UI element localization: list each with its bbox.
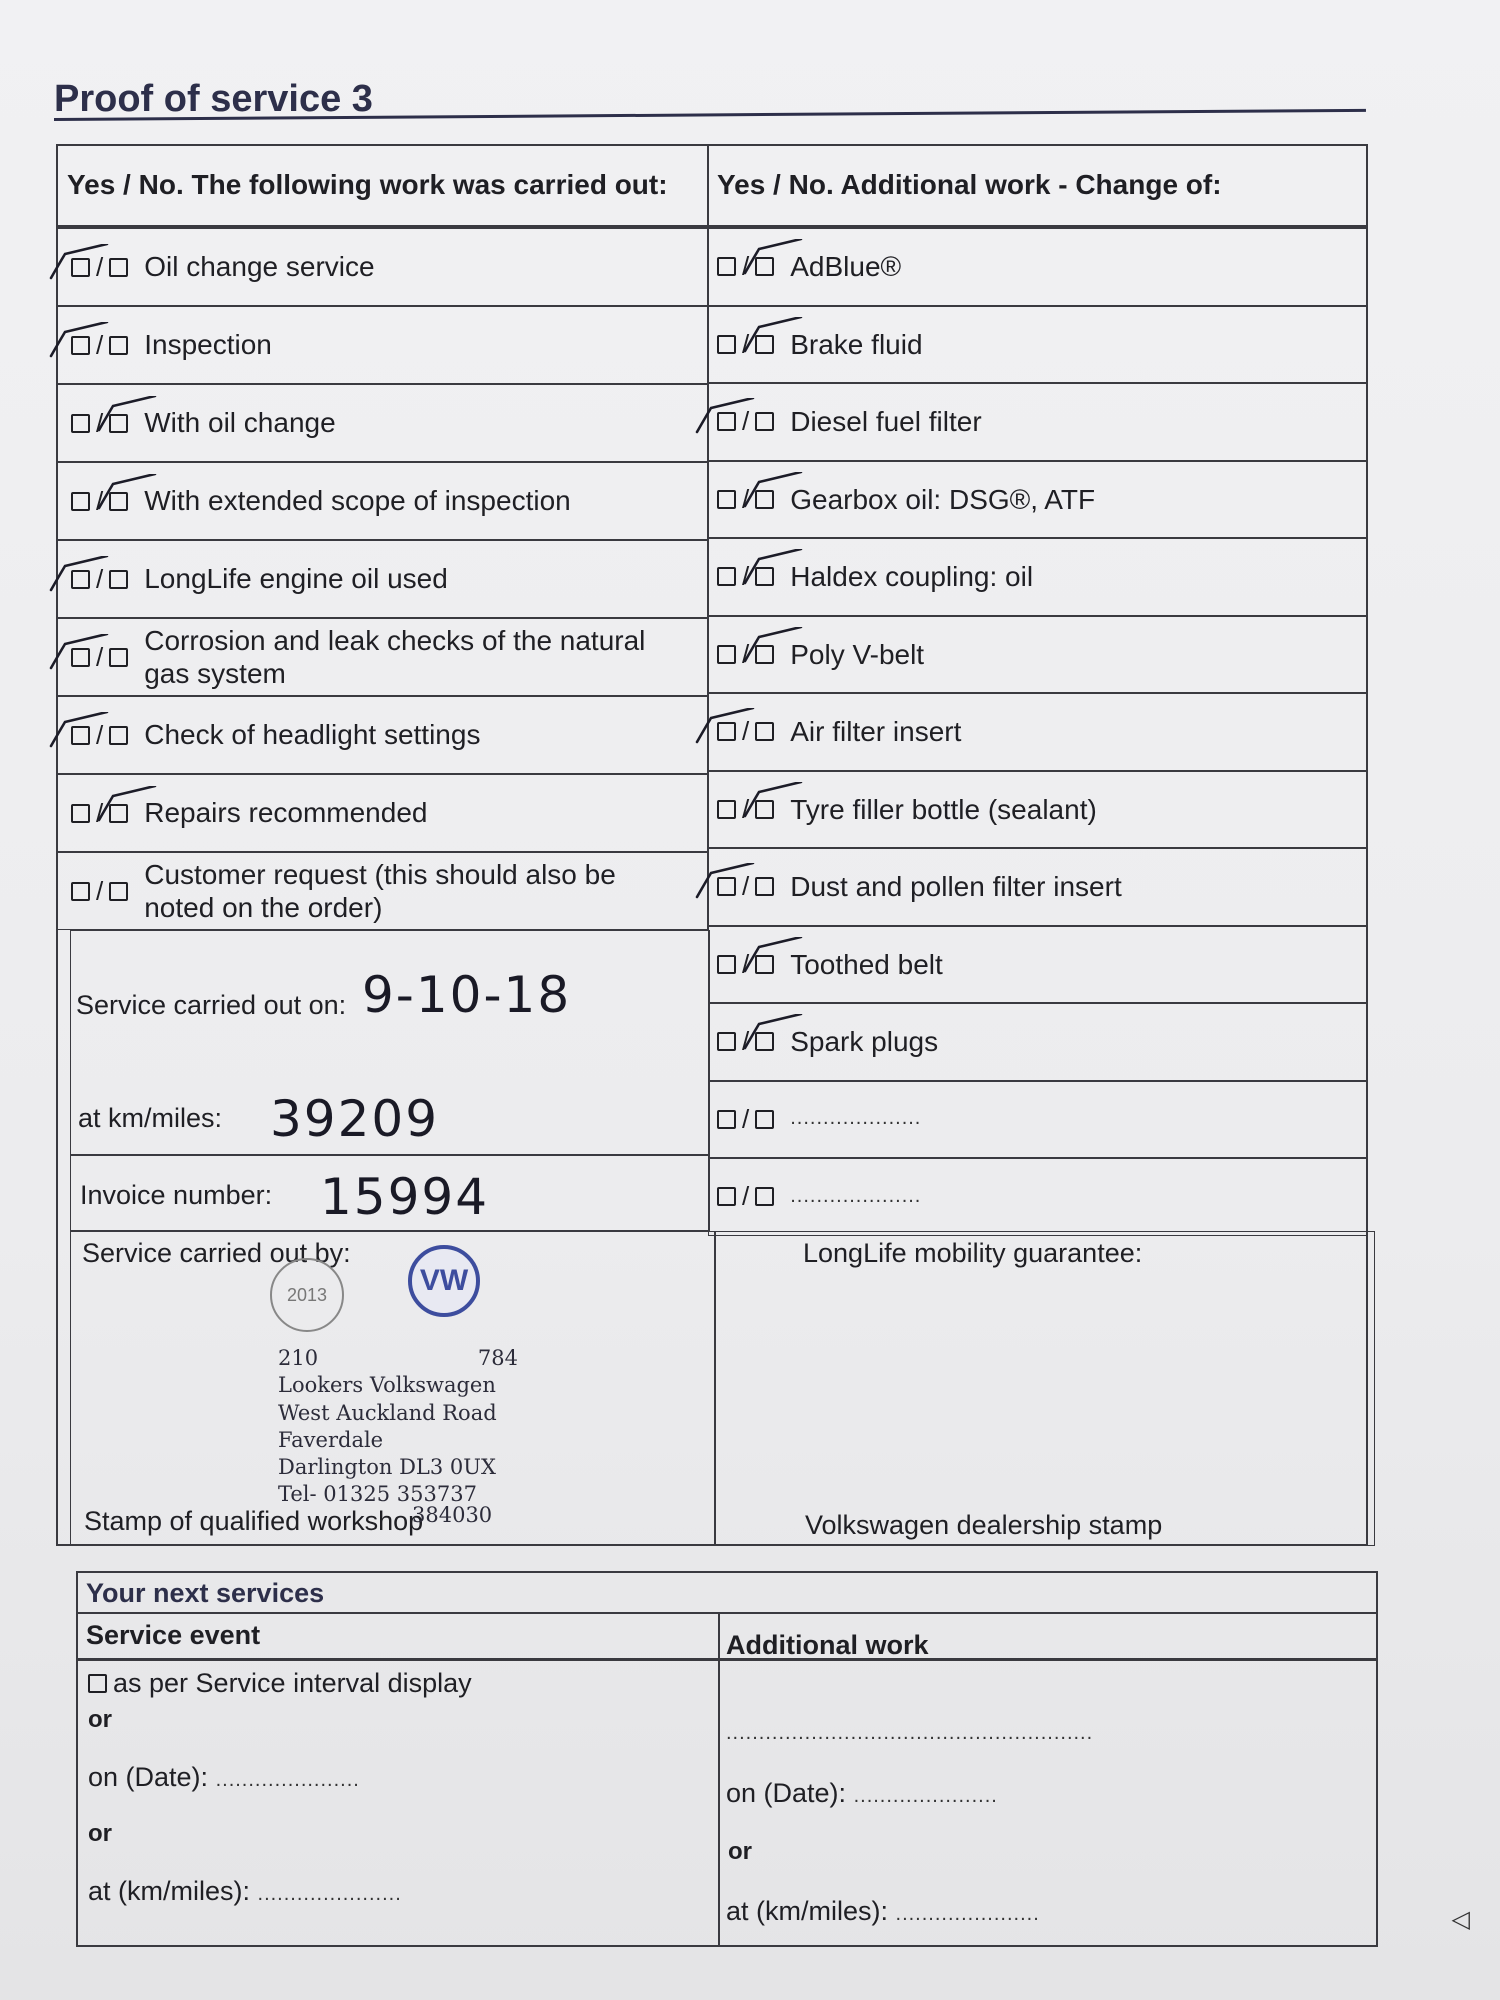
right-item-3-yes-checkbox[interactable] bbox=[717, 490, 736, 509]
left-item-row bbox=[56, 696, 708, 774]
left-item-4-separator: / bbox=[96, 563, 104, 594]
left-item-label: Check of headlight settings bbox=[144, 719, 481, 751]
left-item-row bbox=[56, 618, 708, 696]
right-item-label: Spark plugs bbox=[790, 1026, 939, 1058]
stamp-line: Darlington DL3 0UX bbox=[278, 1455, 496, 1480]
next-at-km-label: at (km/miles): bbox=[88, 1876, 250, 1906]
left-item-label: Inspection bbox=[144, 329, 272, 361]
add-at-km-dots[interactable]: ...................... bbox=[895, 1903, 1040, 1925]
right-item-4-yes-no bbox=[717, 561, 774, 592]
right-item-7-yes-checkbox[interactable] bbox=[717, 800, 736, 819]
right-item-8-separator: / bbox=[742, 871, 750, 902]
tuv-seal bbox=[270, 1258, 344, 1332]
right-item-label: Air filter insert bbox=[790, 716, 962, 748]
right-item-10-yes-checkbox[interactable] bbox=[717, 1032, 736, 1051]
right-item-6-yes-tick-icon bbox=[695, 708, 755, 748]
right-item-2-yes-no bbox=[717, 406, 774, 437]
left-item-6-yes-tick-icon bbox=[49, 712, 109, 752]
service-date-value: 9-10-18 bbox=[362, 966, 572, 1024]
additional-work-header: Additional work bbox=[726, 1630, 929, 1660]
right-item-2-no-checkbox[interactable] bbox=[755, 412, 774, 431]
right-item-4-yes-checkbox[interactable] bbox=[717, 567, 736, 586]
next-col-rule bbox=[76, 1658, 1378, 1661]
right-item-row bbox=[708, 926, 1368, 1004]
stamp-line: West Auckland Road bbox=[278, 1400, 497, 1425]
service-date-label: Service carried out on: bbox=[76, 990, 347, 1020]
right-column-header bbox=[708, 144, 1368, 228]
right-item-12-yes-checkbox[interactable] bbox=[717, 1187, 736, 1206]
workshop-stamp bbox=[278, 1345, 518, 1509]
tuv-year: 2013 bbox=[286, 1284, 328, 1305]
right-item-1-separator: / bbox=[742, 328, 750, 359]
left-item-4-yes-tick-icon bbox=[49, 556, 109, 596]
left-item-2-yes-no bbox=[71, 408, 128, 439]
right-item-5-no-tick-icon bbox=[743, 627, 803, 667]
right-item-7-yes-no bbox=[717, 794, 774, 825]
left-item-3-no-tick-icon bbox=[97, 474, 157, 514]
next-on-date-dots[interactable]: ...................... bbox=[215, 1769, 360, 1791]
right-item-4-no-tick-icon bbox=[743, 549, 803, 589]
stamp-fax: 384030 bbox=[412, 1503, 493, 1527]
right-item-0-no-tick-icon bbox=[743, 239, 803, 279]
right-item-3-no-tick-icon bbox=[743, 472, 803, 512]
left-item-row bbox=[56, 384, 708, 462]
right-item-1-yes-no bbox=[717, 329, 774, 360]
right-item-9-no-tick-icon bbox=[743, 937, 803, 977]
left-item-1-separator: / bbox=[96, 329, 104, 360]
left-item-label: Repairs recommended bbox=[144, 797, 428, 829]
right-item-row bbox=[708, 228, 1368, 306]
add-on-date-dots[interactable]: ...................... bbox=[853, 1785, 998, 1807]
left-item-label: Customer request (this should also be noted on the order) bbox=[144, 858, 616, 923]
right-item-1-no-tick-icon bbox=[743, 317, 803, 357]
left-item-2-separator: / bbox=[96, 407, 104, 438]
stamp-number-right: 784 bbox=[477, 1346, 518, 1370]
additional-work-dots[interactable]: ........................................................ bbox=[726, 1722, 1094, 1744]
stamp-line: Lookers Volkswagen bbox=[278, 1373, 496, 1398]
right-item-row bbox=[708, 848, 1368, 926]
right-item-11-separator: / bbox=[742, 1103, 750, 1134]
left-item-7-yes-checkbox[interactable] bbox=[71, 804, 90, 823]
vw-logo-icon: VW bbox=[408, 1245, 480, 1317]
right-item-label: Dust and pollen filter insert bbox=[790, 871, 1122, 903]
left-item-8-yes-checkbox[interactable] bbox=[71, 882, 90, 901]
page-title: Proof of service 3 bbox=[54, 78, 373, 120]
km-value: 39209 bbox=[270, 1090, 440, 1148]
interval-display-text: as per Service interval display bbox=[113, 1668, 472, 1698]
right-item-9-yes-no bbox=[717, 949, 774, 980]
right-item-5-yes-checkbox[interactable] bbox=[717, 645, 736, 664]
left-item-3-yes-no bbox=[71, 486, 128, 517]
left-item-0-separator: / bbox=[96, 251, 104, 282]
interval-checkbox[interactable] bbox=[88, 1674, 107, 1693]
dealer-stamp-label: Volkswagen dealership stamp bbox=[805, 1510, 1163, 1540]
right-item-row bbox=[708, 693, 1368, 771]
right-item-9-yes-checkbox[interactable] bbox=[717, 955, 736, 974]
right-item-row bbox=[708, 538, 1368, 616]
or-2: or bbox=[88, 1820, 112, 1847]
or-1: or bbox=[88, 1706, 112, 1733]
next-at-km bbox=[88, 1876, 402, 1907]
right-item-8-no-checkbox[interactable] bbox=[755, 877, 774, 896]
right-item-11-yes-checkbox[interactable] bbox=[717, 1110, 736, 1129]
left-item-8-no-checkbox[interactable] bbox=[109, 882, 128, 901]
left-item-3-separator: / bbox=[96, 485, 104, 516]
left-item-4-no-checkbox[interactable] bbox=[109, 570, 128, 589]
right-item-10-no-tick-icon bbox=[743, 1014, 803, 1054]
right-item-12-separator: / bbox=[742, 1181, 750, 1212]
right-item-label: Poly V-belt bbox=[790, 638, 925, 670]
left-item-label: Corrosion and leak checks of the natural gas system bbox=[144, 624, 646, 689]
right-item-10-yes-no bbox=[717, 1026, 774, 1057]
left-item-5-separator: / bbox=[96, 641, 104, 672]
right-item-label: Diesel fuel filter bbox=[790, 406, 982, 438]
invoice-label: Invoice number: bbox=[80, 1180, 273, 1210]
left-item-label: With oil change bbox=[144, 407, 336, 439]
left-item-0-yes-no bbox=[71, 252, 128, 283]
right-item-2-yes-tick-icon bbox=[695, 398, 755, 438]
left-item-label: Oil change service bbox=[144, 251, 375, 283]
next-services-heading: Your next services bbox=[86, 1578, 325, 1608]
right-item-row bbox=[708, 771, 1368, 849]
right-item-10-separator: / bbox=[742, 1026, 750, 1057]
right-item-label: AdBlue® bbox=[790, 251, 902, 283]
left-item-7-separator: / bbox=[96, 797, 104, 828]
right-item-0-yes-checkbox[interactable] bbox=[717, 257, 736, 276]
or-3: or bbox=[728, 1838, 752, 1865]
left-item-4-yes-no bbox=[71, 564, 128, 595]
left-header-text: Yes / No. The following work was carried out: bbox=[67, 169, 668, 200]
right-item-row bbox=[708, 383, 1368, 461]
right-item-row bbox=[708, 306, 1368, 384]
add-on-date-label: on (Date): bbox=[726, 1778, 847, 1808]
left-item-1-no-checkbox[interactable] bbox=[109, 336, 128, 355]
carried-by-label: Service carried out by: bbox=[82, 1238, 351, 1268]
left-item-7-yes-no bbox=[71, 798, 128, 829]
right-item-5-yes-no bbox=[717, 639, 774, 670]
stamp-line: Tel- 01325 353737 bbox=[278, 1482, 477, 1507]
right-item-row bbox=[708, 1003, 1368, 1081]
left-item-row bbox=[56, 306, 708, 384]
km-label: at km/miles: bbox=[78, 1103, 223, 1133]
left-item-label: With extended scope of inspection bbox=[144, 485, 571, 517]
left-item-2-no-tick-icon bbox=[97, 396, 157, 436]
left-item-0-no-checkbox[interactable] bbox=[109, 258, 128, 277]
right-item-2-separator: / bbox=[742, 406, 750, 437]
right-item-5-separator: / bbox=[742, 638, 750, 669]
right-item-label: Brake fluid bbox=[790, 328, 923, 360]
right-item-0-yes-no bbox=[717, 251, 774, 282]
right-item-12-no-checkbox[interactable] bbox=[755, 1187, 774, 1206]
add-at-km-label: at (km/miles): bbox=[726, 1896, 888, 1926]
left-item-6-no-checkbox[interactable] bbox=[109, 726, 128, 745]
right-item-3-yes-no bbox=[717, 484, 774, 515]
right-item-6-separator: / bbox=[742, 716, 750, 747]
right-item-9-separator: / bbox=[742, 948, 750, 979]
right-item-label: Haldex coupling: oil bbox=[790, 561, 1034, 593]
right-item-label: Tyre filler bottle (sealant) bbox=[790, 793, 1097, 825]
right-item-7-separator: / bbox=[742, 793, 750, 824]
next-at-km-dots[interactable]: ...................... bbox=[257, 1883, 402, 1905]
right-item-11-no-checkbox[interactable] bbox=[755, 1110, 774, 1129]
left-item-row bbox=[56, 774, 708, 852]
right-item-6-no-checkbox[interactable] bbox=[755, 722, 774, 741]
right-item-11-yes-no bbox=[717, 1104, 774, 1135]
right-item-1-yes-checkbox[interactable] bbox=[717, 335, 736, 354]
right-item-row bbox=[708, 616, 1368, 694]
left-item-0-yes-tick-icon bbox=[49, 244, 109, 284]
left-item-5-no-checkbox[interactable] bbox=[109, 648, 128, 667]
service-event-header: Service event bbox=[86, 1620, 261, 1650]
stamp-line: Faverdale bbox=[278, 1427, 384, 1452]
stamp-label: Stamp of qualified workshop bbox=[84, 1506, 424, 1536]
next-col-divider bbox=[718, 1612, 720, 1947]
mobility-label: LongLife mobility guarantee: bbox=[803, 1238, 1143, 1268]
right-item-8-yes-tick-icon bbox=[695, 863, 755, 903]
next-header-rule bbox=[76, 1612, 1378, 1614]
left-item-row bbox=[56, 852, 708, 930]
left-item-5-yes-tick-icon bbox=[49, 634, 109, 674]
left-item-row bbox=[56, 462, 708, 540]
right-item-6-yes-no bbox=[717, 716, 774, 747]
add-on-date bbox=[726, 1778, 998, 1809]
right-item-label[interactable]: .................... bbox=[790, 1184, 922, 1207]
right-item-label: Gearbox oil: DSG®, ATF bbox=[790, 483, 1096, 515]
right-item-12-yes-no bbox=[717, 1181, 774, 1212]
left-item-5-yes-no bbox=[71, 642, 128, 673]
dealer-stamp-cell bbox=[715, 1231, 1375, 1546]
right-item-row bbox=[708, 1158, 1368, 1236]
right-item-label[interactable]: .................... bbox=[790, 1107, 922, 1130]
next-on-date-label: on (Date): bbox=[88, 1762, 209, 1792]
right-item-0-separator: / bbox=[742, 251, 750, 282]
left-column-header bbox=[56, 144, 708, 228]
next-on-date bbox=[88, 1762, 360, 1793]
right-item-label: Toothed belt bbox=[790, 948, 943, 980]
right-header-text: Yes / No. Additional work - Change of: bbox=[717, 169, 1222, 200]
left-item-row bbox=[56, 540, 708, 618]
right-item-row bbox=[708, 1081, 1368, 1159]
right-item-row bbox=[708, 461, 1368, 539]
left-item-2-yes-checkbox[interactable] bbox=[71, 414, 90, 433]
right-item-3-separator: / bbox=[742, 483, 750, 514]
left-item-8-yes-no bbox=[71, 876, 128, 907]
left-item-3-yes-checkbox[interactable] bbox=[71, 492, 90, 511]
right-item-4-separator: / bbox=[742, 561, 750, 592]
add-at-km bbox=[726, 1896, 1040, 1927]
left-item-8-separator: / bbox=[96, 875, 104, 906]
right-item-7-no-tick-icon bbox=[743, 782, 803, 822]
left-item-1-yes-tick-icon bbox=[49, 322, 109, 362]
invoice-value: 15994 bbox=[320, 1168, 490, 1226]
left-item-6-separator: / bbox=[96, 719, 104, 750]
left-item-7-no-tick-icon bbox=[97, 786, 157, 826]
left-item-label: LongLife engine oil used bbox=[144, 563, 448, 595]
left-item-1-yes-no bbox=[71, 330, 128, 361]
interval-display-option bbox=[88, 1668, 472, 1699]
page-turn-arrow-icon[interactable]: ◁ bbox=[1451, 1906, 1470, 1933]
left-item-6-yes-no bbox=[71, 720, 128, 751]
left-item-row bbox=[56, 228, 708, 306]
right-item-8-yes-no bbox=[717, 871, 774, 902]
stamp-number-left: 210 bbox=[278, 1346, 319, 1370]
